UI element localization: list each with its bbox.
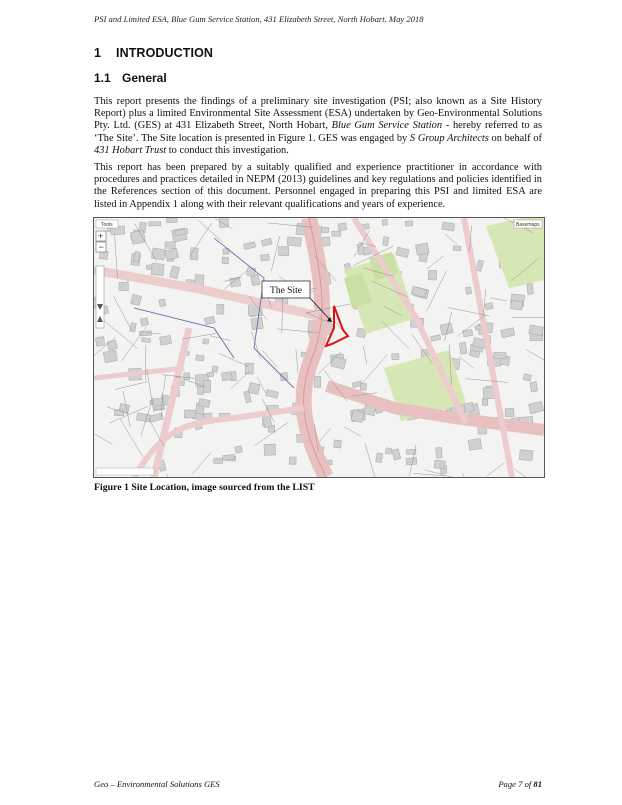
building-footprint — [468, 439, 482, 451]
building-footprint — [463, 329, 473, 336]
intro-text-2: - hereby referred to as ‘The Site’. The Site location is presented in Figure 1. GES was engaged by — [94, 120, 542, 144]
building-footprint — [360, 383, 367, 390]
building-footprint — [385, 448, 392, 455]
client-name: S Group Architects — [409, 132, 489, 144]
building-footprint — [527, 284, 534, 295]
building-footprint — [482, 398, 488, 405]
building-footprint — [131, 294, 142, 305]
intro-paragraph — [94, 96, 542, 157]
subsection-title: General — [122, 71, 167, 85]
building-footprint — [159, 335, 171, 345]
building-footprint — [214, 458, 223, 464]
building-footprint — [436, 447, 443, 458]
building-footprint — [165, 242, 175, 249]
figure-caption: Figure 1 Site Location, image sourced from the LIST — [94, 482, 315, 493]
intro-text-4: to conduct this investigation. — [166, 144, 289, 156]
building-footprint — [222, 257, 229, 264]
building-footprint — [406, 458, 417, 466]
building-footprint — [222, 372, 233, 381]
building-footprint — [95, 337, 105, 347]
building-footprint — [314, 376, 321, 387]
building-footprint — [280, 372, 288, 381]
qualifications-paragraph: This report has been prepared by a suitably qualified and experience practitioner in accordance with procedures and practices detailed in NEPM (2013) guidelines and key regulations and policies identified in the References section of this document. Personnel engaged in preparing this PSI and limited ESA are listed in Appendix 1 along with their relevant qualifications and years of experience. — [94, 162, 542, 210]
subsection-number: 1.1 — [94, 71, 111, 85]
subsection-heading — [94, 71, 167, 85]
building-footprint — [519, 450, 532, 461]
building-footprint — [139, 331, 151, 336]
building-footprint — [332, 231, 341, 236]
building-footprint — [334, 440, 342, 448]
building-footprint — [287, 237, 301, 247]
section-number: 1 — [94, 46, 102, 60]
building-footprint — [442, 222, 455, 231]
building-footprint — [151, 248, 165, 260]
building-footprint — [184, 373, 190, 380]
building-footprint — [219, 218, 229, 228]
building-footprint — [530, 382, 538, 392]
building-footprint — [223, 454, 235, 460]
building-footprint — [151, 263, 164, 275]
building-footprint — [465, 287, 471, 295]
building-footprint — [428, 270, 436, 280]
building-footprint — [245, 363, 253, 374]
building-footprint — [149, 222, 161, 226]
building-footprint — [505, 408, 514, 417]
building-footprint — [184, 410, 195, 418]
building-footprint — [248, 383, 260, 395]
building-footprint — [382, 219, 388, 225]
trust-name: 431 Hobart Trust — [94, 144, 167, 156]
site-location-map — [93, 217, 545, 478]
tools-menu-label: Tools — [101, 222, 113, 228]
building-footprint — [103, 350, 117, 363]
building-footprint — [159, 299, 166, 307]
building-footprint — [434, 460, 445, 469]
building-footprint — [207, 372, 214, 377]
site-name: Blue Gum Service Station — [331, 120, 443, 132]
building-footprint — [196, 355, 205, 361]
intro-text-1: This report presents the findings of a preliminary site investigation (PSI; also known as a Site History Report) plus a limited Environmental Site Assessment (ESA) undertaken by Geo-Environmental Solutions Pty. Ltd. (GES) at 431 Elizabeth Street, North Hobart, — [94, 96, 542, 132]
building-footprint — [405, 221, 413, 227]
section-title: INTRODUCTION — [116, 46, 214, 60]
running-header: PSI and Limited ESA, Blue Gum Service Station, 431 Elizabeth Street, North Hobart. May 2018 — [94, 14, 424, 24]
building-footprint — [235, 446, 243, 453]
building-footprint — [392, 353, 399, 359]
building-footprint — [453, 246, 461, 251]
building-footprint — [264, 444, 276, 455]
svg-text:−: − — [98, 242, 104, 252]
footer-company: Geo – Environmental Solutions GES — [94, 779, 220, 789]
building-footprint — [246, 267, 256, 277]
building-footprint — [289, 457, 296, 465]
building-footprint — [212, 366, 218, 373]
building-footprint — [263, 415, 272, 427]
building-footprint — [119, 282, 129, 290]
building-footprint — [166, 218, 177, 223]
building-footprint — [415, 243, 429, 255]
building-footprint — [493, 352, 506, 359]
building-footprint — [338, 223, 347, 231]
building-footprint — [278, 246, 289, 256]
building-footprint — [383, 237, 389, 246]
building-footprint — [131, 230, 146, 244]
basemaps-menu-label: Basemaps — [516, 222, 540, 228]
building-footprint — [260, 254, 269, 261]
intro-text-3: on behalf of — [488, 132, 542, 144]
building-footprint — [140, 318, 149, 327]
building-footprint — [510, 300, 522, 310]
building-footprint — [459, 342, 467, 354]
building-footprint — [203, 339, 209, 344]
section-heading — [94, 46, 213, 60]
page-number: Page 7 of 81 — [498, 779, 542, 789]
building-footprint — [217, 304, 224, 314]
building-footprint — [197, 386, 203, 395]
site-callout-label: The Site — [270, 286, 302, 296]
building-footprint — [155, 405, 164, 410]
svg-text:+: + — [98, 231, 104, 241]
